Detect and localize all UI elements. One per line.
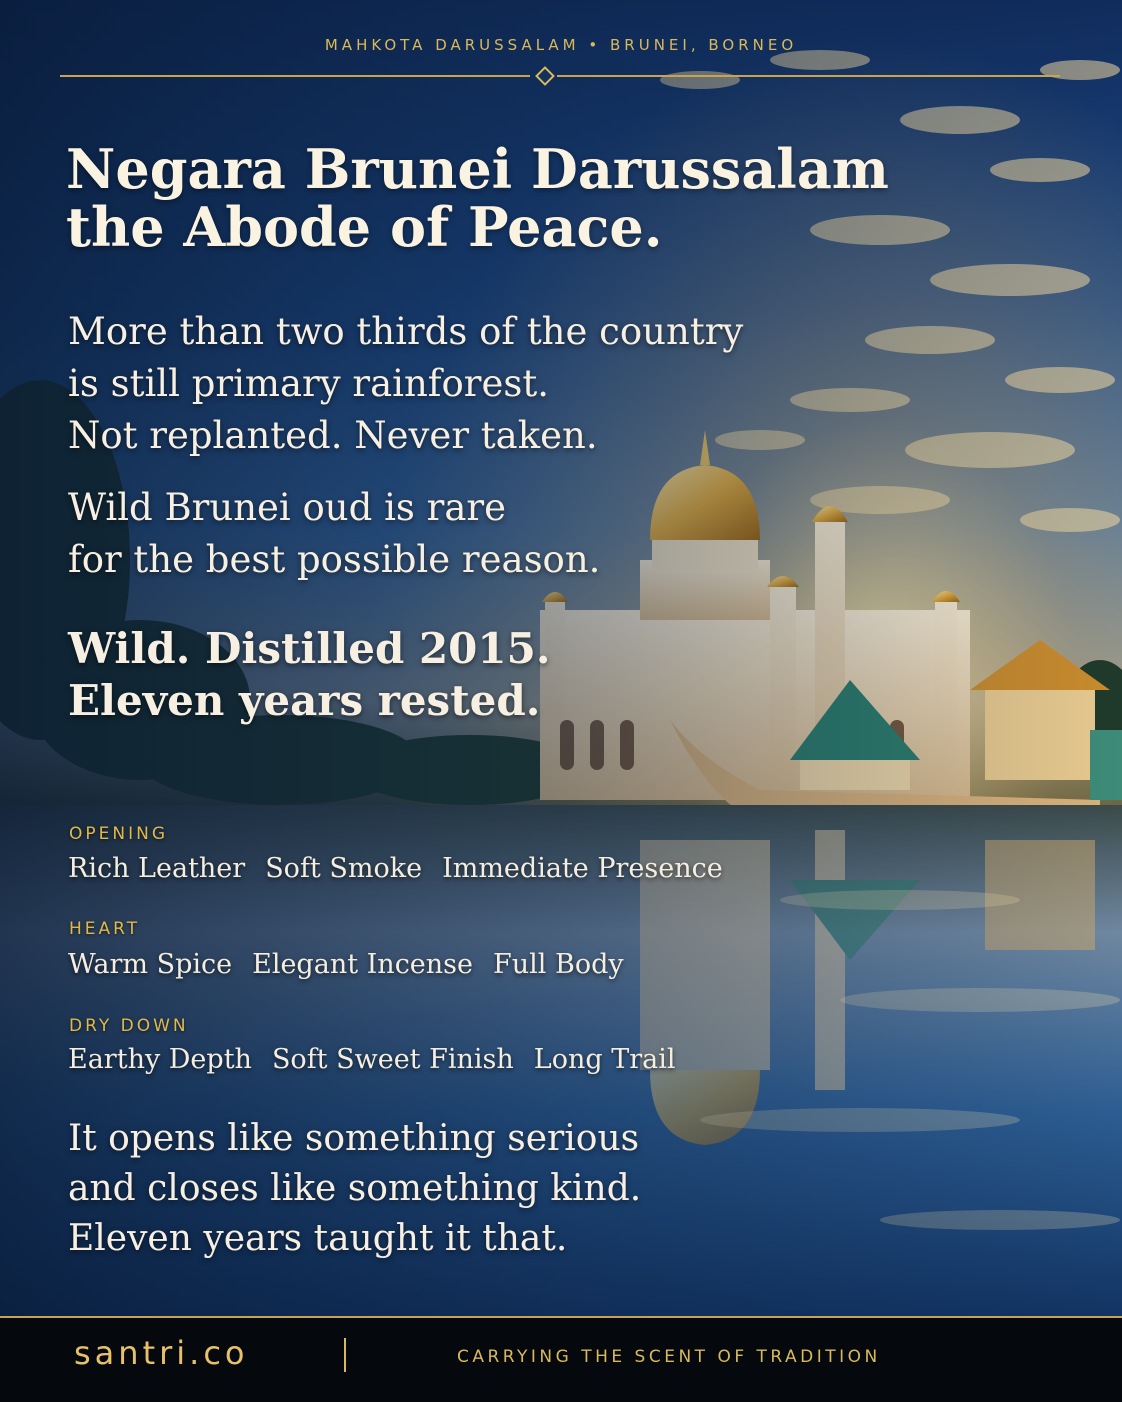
note-label-opening: OPENING	[69, 824, 168, 844]
brand-link[interactable]: santri.co	[74, 1334, 249, 1372]
rarity-paragraph	[68, 482, 688, 586]
location-eyebrow: MAHKOTA DARUSSALAM • BRUNEI, BORNEO	[324, 36, 798, 54]
note-label-heart: HEART	[69, 919, 141, 939]
note-item: Soft Smoke	[265, 853, 423, 884]
note-label-dry-down: DRY DOWN	[69, 1016, 189, 1036]
closing-line-3: Eleven years taught it that.	[68, 1218, 568, 1259]
note-item: Immediate Presence	[442, 853, 723, 884]
note-row-opening	[68, 852, 743, 886]
rarity-line-1: Wild Brunei oud is rare	[68, 486, 506, 529]
closing-paragraph	[68, 1114, 768, 1264]
intro-line-3: Not replanted. Never taken.	[68, 414, 598, 457]
header-rule-right	[557, 75, 1060, 77]
note-item: Warm Spice	[68, 949, 233, 980]
headline-line-1: Negara Brunei Darussalam	[66, 137, 889, 201]
vintage-statement	[68, 623, 628, 727]
note-item: Earthy Depth	[68, 1044, 252, 1075]
intro-paragraph	[68, 306, 828, 462]
closing-line-1: It opens like something serious	[68, 1118, 640, 1159]
note-item: Soft Sweet Finish	[271, 1044, 514, 1075]
intro-line-1: More than two thirds of the country	[68, 310, 744, 353]
note-item: Rich Leather	[68, 853, 246, 884]
note-item: Full Body	[493, 949, 624, 980]
headline-line-2: the Abode of Peace.	[66, 195, 663, 259]
note-item: Elegant Incense	[252, 949, 474, 980]
rarity-line-2: for the best possible reason.	[68, 538, 601, 581]
vintage-line-1: Wild. Distilled 2015.	[68, 624, 551, 673]
footer-tagline: CARRYING THE SCENT OF TRADITION	[457, 1347, 881, 1367]
headline	[66, 137, 966, 259]
header-rule-left	[60, 75, 530, 77]
intro-line-2: is still primary rainforest.	[68, 362, 549, 405]
vintage-line-2: Eleven years rested.	[68, 676, 541, 725]
note-row-dry-down	[68, 1043, 696, 1077]
note-row-heart	[68, 948, 644, 982]
closing-line-2: and closes like something kind.	[68, 1168, 642, 1209]
note-item: Long Trail	[533, 1044, 676, 1075]
footer-divider	[344, 1338, 346, 1372]
